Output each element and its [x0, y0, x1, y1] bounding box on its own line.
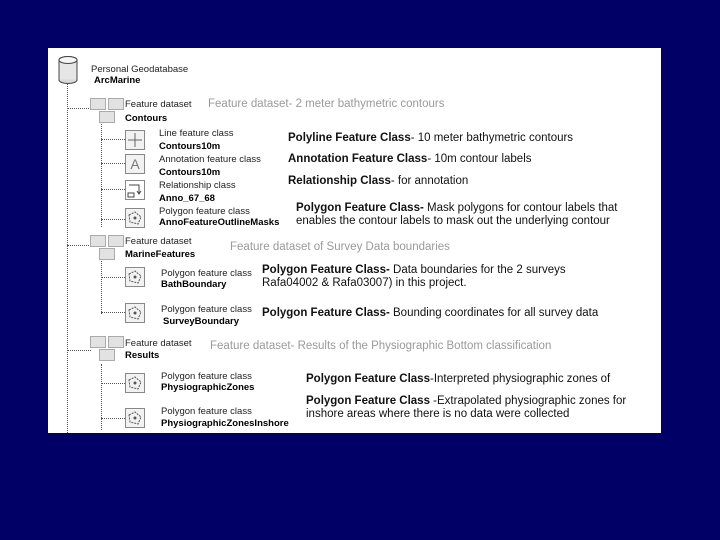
dataset-type-label: Feature dataset	[125, 338, 192, 349]
item-name: BathBoundary	[161, 279, 227, 290]
feature-dataset-icon	[90, 98, 126, 126]
item-type-label: Polygon feature class	[161, 268, 252, 279]
item-name: Contours10m	[159, 141, 221, 152]
item-description: Polygon Feature Class-Interpreted physiographic zones of	[306, 373, 611, 385]
item-description: Polygon Feature Class -Extrapolated physiographic zones for inshore areas where there is no data were collected	[306, 395, 627, 420]
tree-branch-line	[101, 163, 125, 164]
geodatabase-diagram	[48, 48, 661, 433]
item-type-label: Line feature class	[159, 128, 234, 139]
item-name: PhysiographicZonesInshore	[161, 418, 289, 429]
polygon-feature-icon	[125, 303, 145, 323]
tree-branch-line	[101, 219, 125, 220]
item-description: Polyline Feature Class- 10 meter bathymetric contours	[288, 132, 574, 144]
polygon-feature-icon	[125, 408, 145, 428]
item-description: Polygon Feature Class- Mask polygons for contour labels that enables the contour labels to mask out the underlying contour	[296, 202, 618, 227]
tree-branch-line	[67, 245, 91, 246]
item-name: PhysiographicZones	[161, 382, 255, 393]
item-type-label: Polygon feature class	[161, 304, 252, 315]
tree-subtrunk-line	[101, 258, 102, 314]
dataset-type-label: Feature dataset	[125, 99, 192, 110]
tree-branch-line	[101, 312, 125, 313]
tree-trunk-line	[67, 82, 68, 433]
feature-dataset-icon	[90, 235, 126, 263]
dataset-description: Feature dataset of Survey Data boundaries	[230, 241, 450, 253]
item-type-label: Relationship class	[159, 180, 236, 191]
annotation-feature-icon: A	[125, 154, 145, 174]
relationship-class-icon	[125, 180, 145, 200]
tree-branch-line	[67, 108, 91, 109]
tree-branch-line	[101, 139, 125, 140]
tree-branch-line	[101, 189, 125, 190]
dataset-description: Feature dataset- 2 meter bathymetric contours	[208, 98, 445, 110]
item-description: Relationship Class- for annotation	[288, 175, 469, 187]
item-description: Polygon Feature Class- Data boundaries for the 2 surveys Rafa04002 & Rafa03007) in this project.	[262, 264, 566, 289]
item-name: AnnoFeatureOutlineMasks	[159, 217, 280, 228]
root-type-label: Personal Geodatabase	[91, 64, 189, 75]
tree-subtrunk-line	[101, 364, 102, 430]
tree-subtrunk-line	[101, 122, 102, 227]
tree-branch-line	[101, 418, 125, 419]
item-name: Contours10m	[159, 167, 221, 178]
item-name: SurveyBoundary	[163, 316, 240, 327]
item-description: Polygon Feature Class- Bounding coordinates for all survey data	[262, 307, 599, 319]
item-type-label: Polygon feature class	[161, 371, 252, 382]
database-icon	[58, 56, 78, 84]
tree-branch-line	[101, 383, 125, 384]
line-feature-icon	[125, 130, 145, 150]
item-type-label: Annotation feature class	[159, 154, 261, 165]
tree-branch-line	[101, 277, 125, 278]
polygon-feature-icon	[125, 373, 145, 393]
item-description: Annotation Feature Class- 10m contour labels	[288, 153, 532, 165]
dataset-description: Feature dataset- Results of the Physiographic Bottom classification	[210, 340, 552, 352]
polygon-feature-icon	[125, 267, 145, 287]
item-type-label: Polygon feature class	[161, 406, 252, 417]
item-name: Anno_67_68	[159, 193, 215, 204]
dataset-name: Contours	[125, 113, 168, 124]
dataset-type-label: Feature dataset	[125, 236, 192, 247]
dataset-name: MarineFeatures	[125, 249, 196, 260]
tree-branch-line	[67, 350, 91, 351]
dataset-name: Results	[125, 350, 160, 361]
feature-dataset-icon	[90, 336, 126, 364]
polygon-feature-icon	[125, 208, 145, 228]
root-name: ArcMarine	[94, 75, 141, 86]
item-type-label: Polygon feature class	[159, 206, 250, 217]
